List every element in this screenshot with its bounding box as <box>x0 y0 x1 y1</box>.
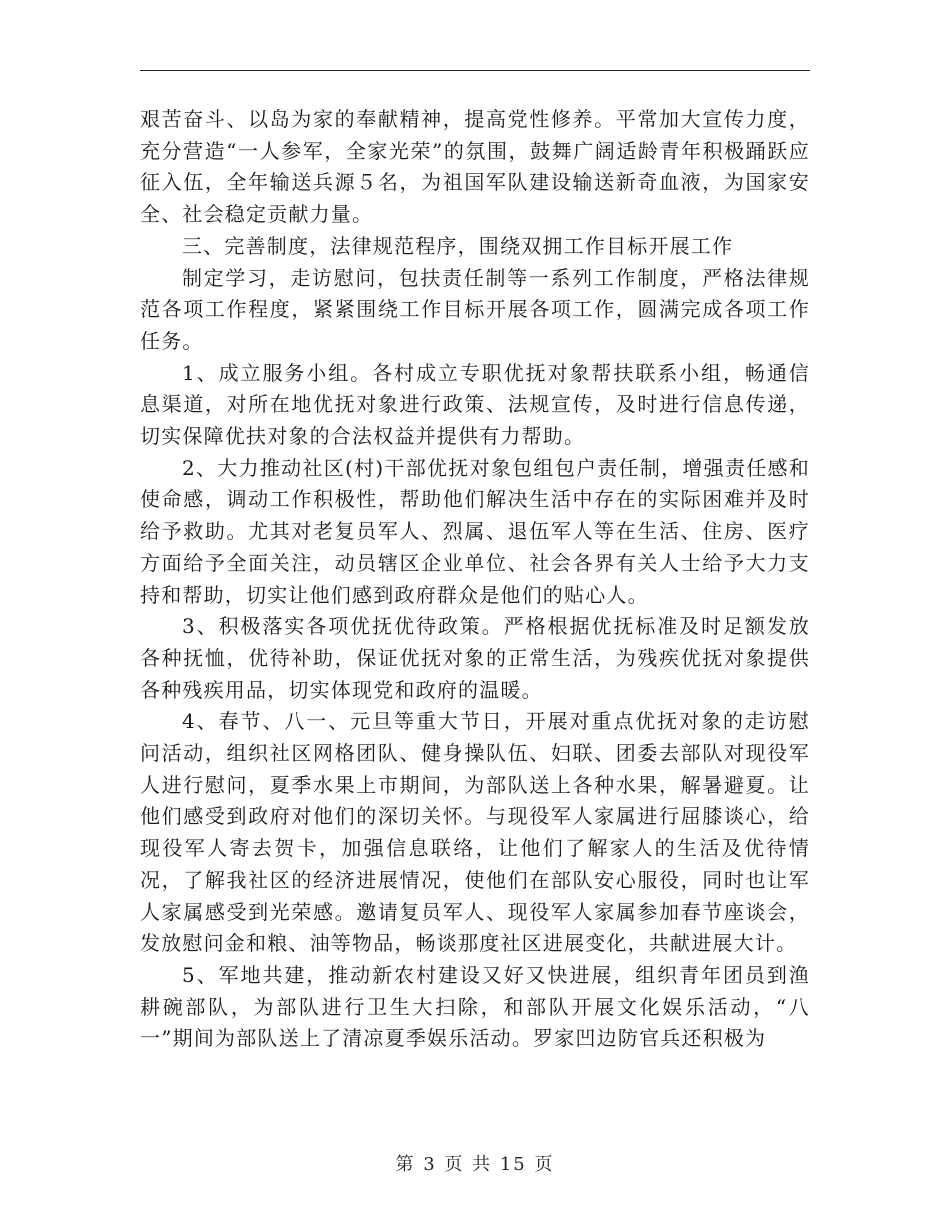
paragraph: 制定学习，走访慰问，包扶责任制等一系列工作制度，严格法律规范各项工作程度，紧紧围绕工作目标开展各项工作，圆满完成各项工作任务。 <box>140 265 810 353</box>
paragraph: 2、大力推动社区(村)干部优抚对象包组包户责任制，增强责任感和使命感，调动工作积极性，帮助他们解决生活中存在的实际困难并及时给予救助。尤其对老复员军人、烈属、退伍军人等在生活、住房、医疗方面给予全面关注，动员辖区企业单位、社会各界有关人士给予大力支持和帮助，切实让他们感到政府群众是他们的贴心人。 <box>140 455 810 607</box>
page-number: 第 3 页 共 15 页 <box>395 1154 555 1175</box>
paragraph: 艰苦奋斗、以岛为家的奉献精神，提高党性修养。平常加大宣传力度，充分营造“一人参军，全家光荣”的氛围，鼓舞广阔适龄青年积极踊跃应征入伍，全年输送兵源５名，为祖国军队建设输送新奇血液，为国家安全、社会稳定贡献力量。 <box>140 107 810 227</box>
paragraph: 3、积极落实各项优抚优待政策。严格根据优抚标准及时足额发放各种抚恤，优待补助，保证优抚对象的正常生活，为残疾优抚对象提供各种残疾用品，切实体现党和政府的温暖。 <box>140 614 810 702</box>
body-text <box>140 104 810 1055</box>
paragraph: 5、军地共建，推动新农村建设又好又快进展，组织青年团员到渔耕碗部队，为部队进行卫生大扫除，和部队开展文化娱乐活动，“八一”期间为部队送上了清凉夏季娱乐活动。罗家凹边防官兵还积极为 <box>140 962 810 1051</box>
header-rule <box>140 70 810 71</box>
section-heading: 三、完善制度，法律规范程序，围绕双拥工作目标开展工作 <box>182 233 734 258</box>
paragraph: 1、成立服务小组。各村成立专职优抚对象帮扶联系小组，畅通信息渠道，对所在地优抚对象进行政策、法规宣传，及时进行信息传递，切实保障优扶对象的合法权益并提供有力帮助。 <box>140 360 810 449</box>
paragraph: 4、春节、八一、元旦等重大节日，开展对重点优抚对象的走访慰问活动，组织社区网格团队、健身操队伍、妇联、团委去部队对现役军人进行慰问，夏季水果上市期间，为部队送上各种水果，解暑避夏。让他们感受到政府对他们的深切关怀。与现役军人家属进行屈膝谈心，给现役军人寄去贺卡，加强信息联络，让他们了解家人的生活及优待情况，了解我社区的经济进展情况，使他们在部队安心服役，同时也让军人家属感受到光荣感。邀请复员军人、现役军人家属参加春节座谈会，发放慰问金和粮、油等物品，畅谈那度社区进展变化，共献进展大计。 <box>140 709 810 956</box>
